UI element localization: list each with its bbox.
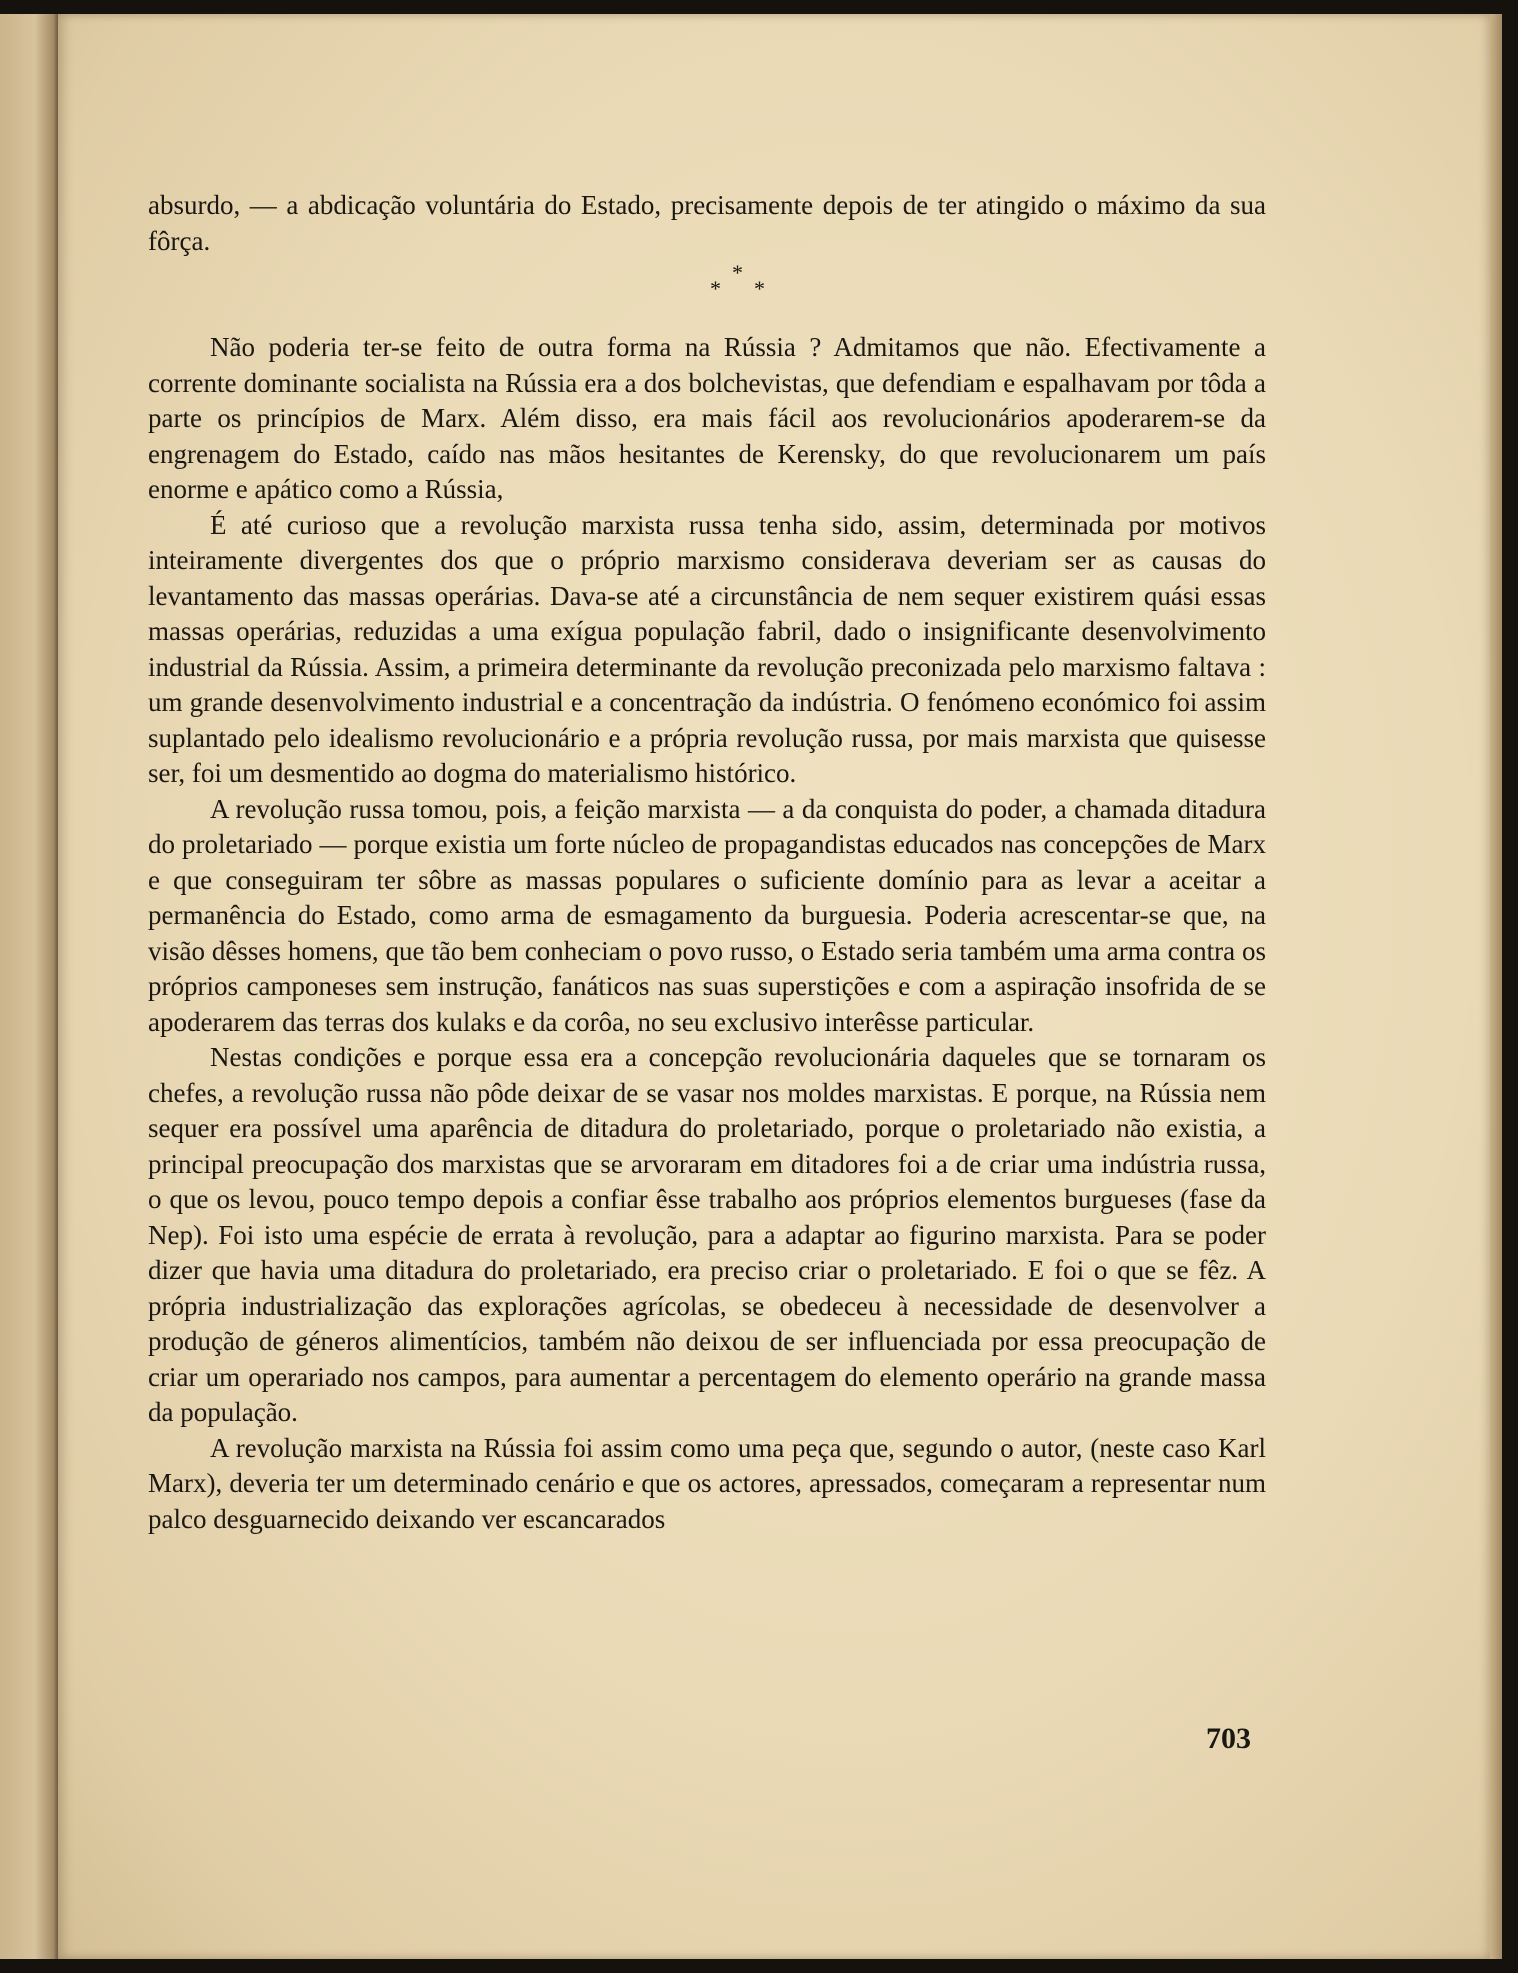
opening-text-block (148, 188, 1266, 259)
paragraph: A revolução russa tomou, pois, a feição marxista — a da conquista do poder, a chamada ditadura do proletariado — porque existia um forte núcleo de propagandistas educados nas concepções de Marx e que conseguiram ter sôbre as massas populares o suficiente domínio para as levar a aceitar a permanência do Estado, como arma de esmagamento da burguesia. Poderia acrescentar-se que, na visão dêsses homens, que tão bem conheciam o povo russo, o Estado seria também uma arma contra os próprios camponeses sem instrução, fanáticos nas suas superstições e com a aspiração insofrida de se apoderarem das terras dos kulaks e da corôa, no seu exclusivo interêsse particular. (148, 793, 1266, 1037)
body-text-block (148, 330, 1266, 1537)
section-separator-asterism (700, 262, 780, 302)
paragraph: Nestas condições e porque essa era a concepção revolucionária daqueles que se tornaram os chefes, a revolução russa não pôde deixar de se vasar nos moldes marxistas. E porque, na Rússia nem sequer era possível uma aparência de ditadura do proletariado, porque o proletariado não existia, a principal preocupação dos marxistas que se arvoraram em ditadores foi a de criar uma indústria russa, o que os levou, pouco tempo depois a confiar êsse trabalho aos próprios elementos burgueses (fase da Nep). Foi isto uma espécie de errata à revolução, para a adaptar ao figurino marxista. Para se poder dizer que havia uma ditadura do proletariado, era preciso criar o proletariado. E foi o que se fêz. A própria industrialização das explorações agrícolas, se obedeceu à necessidade de desenvolver a produção de géneros alimentícios, também não deixou de ser influenciada por essa preocupação de criar um operariado nos campos, para aumentar a percentagem do elemento operário na grande massa da população. (148, 1042, 1266, 1427)
paragraph: A revolução marxista na Rússia foi assim como uma peça que, segundo o autor, (neste caso Karl Marx), deveria ter um determinado cenário e que os actores, apressados, começaram a representar num palco desguarnecido deixando ver escancarados (148, 1432, 1266, 1534)
previous-page-edge (0, 14, 58, 1959)
asterisk-top: * (732, 260, 743, 285)
page-number: 703 (1206, 1722, 1251, 1755)
paragraph: Não poderia ter-se feito de outra forma na Rússia ? Admitamos que não. Efectivamente a corrente dominante socialista na Rússia era a dos bolchevistas, que defendiam e espalhavam por tôda a parte os princípios de Marx. Além disso, era mais fácil aos revolucionários apoderarem-se da engrenagem do Estado, caído nas mãos hesitantes de Kerensky, do que revolucionarem um país enorme e apático como a Rússia, (148, 332, 1266, 504)
asterisk-right: * (754, 276, 765, 301)
page-right-edge (1490, 14, 1502, 1959)
opening-line: absurdo, — a abdicação voluntária do Estado, precisamente depois de ter atingido o máximo da sua fôrça. (148, 190, 1266, 256)
paragraph: É até curioso que a revolução marxista russa tenha sido, assim, determinada por motivos inteiramente divergentes dos que o próprio marxismo considerava deveriam ser as causas do levantamento das massas operárias. Dava-se até a circunstância de nem sequer existirem quási essas massas operárias, reduzidas a uma exígua população fabril, dado o insignificante desenvolvimento industrial da Rússia. Assim, a primeira determinante da revolução preconizada pelo marxismo faltava : um grande desenvolvimento industrial e a concentração da indústria. O fenómeno económico foi assim suplantado pelo idealismo revolucionário e a própria revolução russa, por mais marxista que quisesse ser, foi um desmentido ao dogma do materialismo histórico. (148, 509, 1266, 788)
asterisk-left: * (710, 276, 721, 301)
